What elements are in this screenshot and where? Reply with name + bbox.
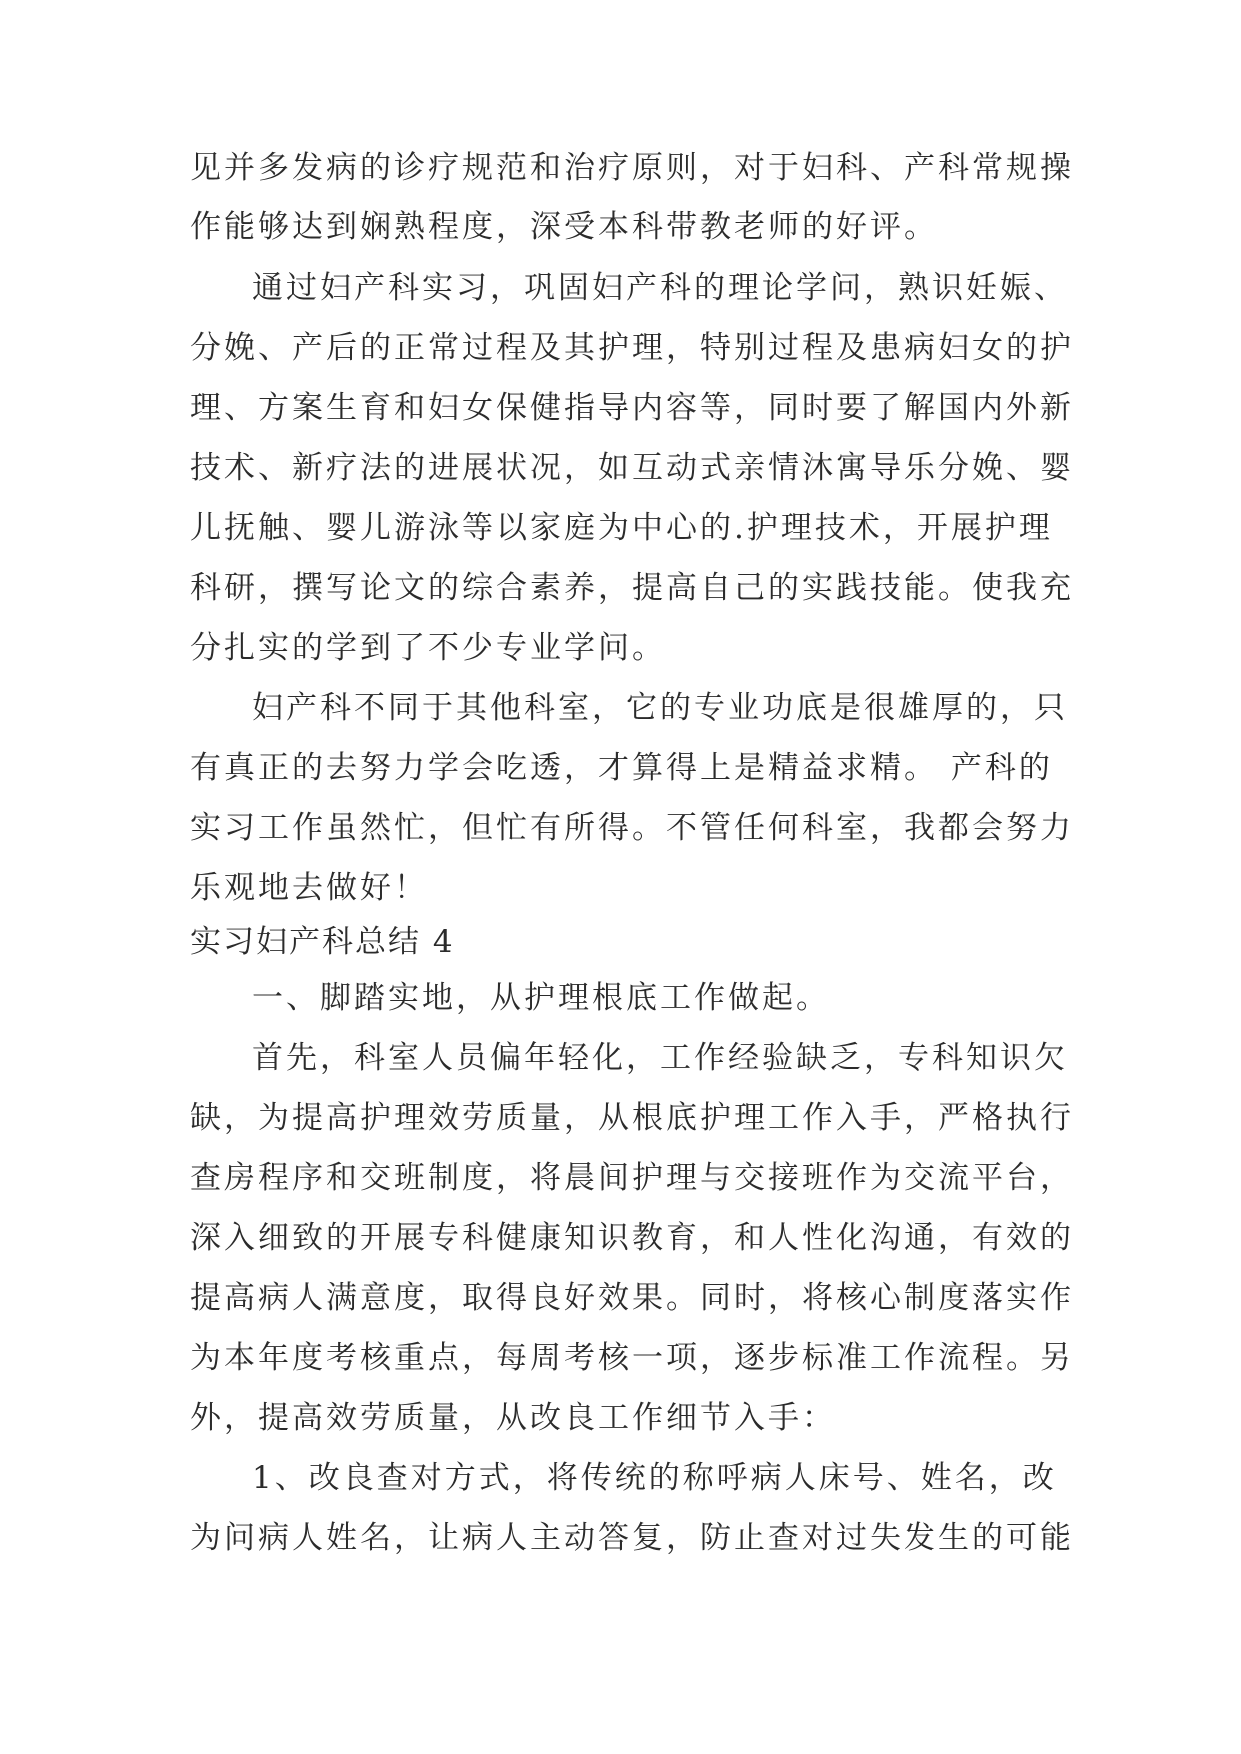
text-line: 作能够达到娴熟程度，深受本科带教老师的好评。 bbox=[190, 209, 938, 245]
section-heading: 实习妇产科总结 4 bbox=[190, 924, 455, 960]
text-line: 为问病人姓名，让病人主动答复，防止查对过失发生的可能 bbox=[190, 1520, 1074, 1556]
text-line: 深入细致的开展专科健康知识教育，和人性化沟通，有效的 bbox=[190, 1220, 1074, 1256]
text-line: 实习工作虽然忙，但忙有所得。不管任何科室，我都会努力 bbox=[190, 810, 1074, 846]
text-line: 有真正的去努力学会吃透，才算得上是精益求精。 产科的 bbox=[190, 750, 1053, 786]
text-line: 理、方案生育和妇女保健指导内容等，同时要了解国内外新 bbox=[190, 390, 1074, 426]
text-line: 查房程序和交班制度，将晨间护理与交接班作为交流平台， bbox=[190, 1160, 1074, 1196]
paragraph-start: 通过妇产科实习，巩固妇产科的理论学问，熟识妊娠、 bbox=[252, 270, 1068, 306]
text-line: 分娩、产后的正常过程及其护理，特别过程及患病妇女的护 bbox=[190, 330, 1074, 366]
text-line: 儿抚触、婴儿游泳等以家庭为中心的.护理技术，开展护理 bbox=[190, 510, 1053, 546]
text-line: 乐观地去做好！ bbox=[190, 870, 428, 906]
text-line: 科研，撰写论文的综合素养，提高自己的实践技能。使我充 bbox=[190, 570, 1074, 606]
paragraph-start: 妇产科不同于其他科室，它的专业功底是很雄厚的，只 bbox=[252, 690, 1068, 726]
text-line: 技术、新疗法的进展状况，如互动式亲情沐寓导乐分娩、婴 bbox=[190, 450, 1074, 486]
subheading: 一、脚踏实地，从护理根底工作做起。 bbox=[252, 980, 830, 1016]
paragraph-start: 首先，科室人员偏年轻化，工作经验缺乏，专科知识欠 bbox=[252, 1040, 1068, 1076]
text-line: 分扎实的学到了不少专业学问。 bbox=[190, 630, 666, 666]
list-item: 1、改良查对方式，将传统的称呼病人床号、姓名，改 bbox=[252, 1460, 1057, 1496]
text-line: 外，提高效劳质量，从改良工作细节入手： bbox=[190, 1400, 836, 1436]
text-line: 提高病人满意度，取得良好效果。同时，将核心制度落实作 bbox=[190, 1280, 1074, 1316]
text-line: 为本年度考核重点，每周考核一项，逐步标准工作流程。另 bbox=[190, 1340, 1074, 1376]
text-line: 缺，为提高护理效劳质量，从根底护理工作入手，严格执行 bbox=[190, 1100, 1074, 1136]
text-line: 见并多发病的诊疗规范和治疗原则，对于妇科、产科常规操 bbox=[190, 150, 1074, 186]
